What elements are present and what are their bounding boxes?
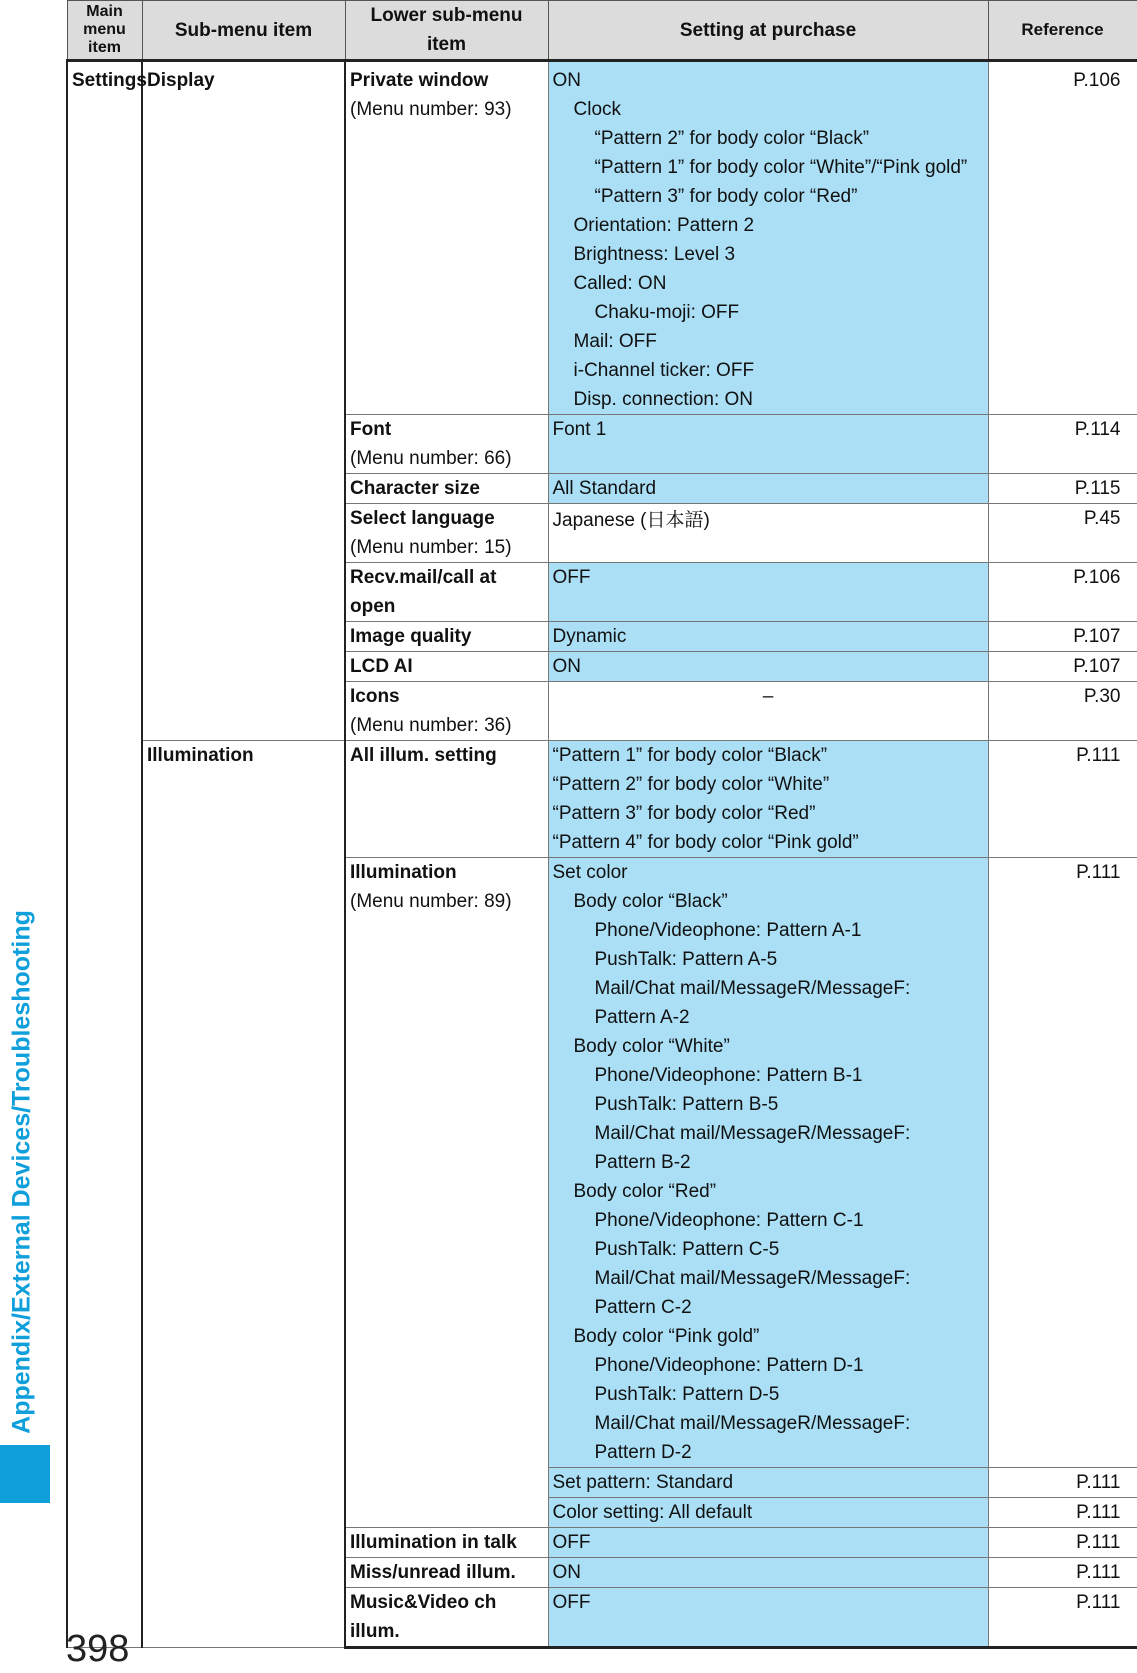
lower-miss-unread-illum: Miss/unread illum. bbox=[345, 1558, 548, 1588]
header-main-menu-item: Main menu item bbox=[67, 1, 142, 61]
ref-icons: P.30 bbox=[988, 682, 1137, 741]
ref-music-video-ch-illum: P.111 bbox=[988, 1588, 1137, 1648]
setting-icons: – bbox=[548, 682, 988, 741]
header-reference: Reference bbox=[988, 1, 1137, 61]
setting-music-video-ch-illum: OFF bbox=[548, 1588, 988, 1648]
lower-character-size: Character size bbox=[345, 474, 548, 504]
ref-recv-mail-call: P.106 bbox=[988, 563, 1137, 622]
setting-set-pattern: Set pattern: Standard bbox=[548, 1468, 988, 1498]
ref-color-setting: P.111 bbox=[988, 1498, 1137, 1528]
submenu-display: Display bbox=[142, 61, 345, 741]
lower-select-language: Select language (Menu number: 15) bbox=[345, 504, 548, 563]
lower-lcd-ai: LCD AI bbox=[345, 652, 548, 682]
table-row bbox=[67, 61, 1137, 415]
ref-font: P.114 bbox=[988, 415, 1137, 474]
submenu-illumination: Illumination bbox=[142, 741, 345, 1648]
settings-table bbox=[66, 0, 1137, 1649]
setting-private-window: ON Clock “Pattern 2” for body color “Black” “Pattern 1” for body color “White”/“Pink gold” “Pattern 3” for body color “Red” Orientation: Pattern 2 Brightness: Level 3 Called: ON Chaku-moji: OFF Mail: OFF i-Channel ticker: OFF Disp. connection: ON bbox=[548, 61, 988, 415]
ref-illumination-in-talk: P.111 bbox=[988, 1528, 1137, 1558]
lower-all-illum-setting: All illum. setting bbox=[345, 741, 548, 858]
side-tab-label: Appendix/External Devices/Troubleshooting bbox=[7, 910, 36, 1434]
lower-recv-mail-call: Recv.mail/call at open bbox=[345, 563, 548, 622]
lower-music-video-ch-illum: Music&Video ch illum. bbox=[345, 1588, 548, 1648]
ref-miss-unread-illum: P.111 bbox=[988, 1558, 1137, 1588]
lower-illumination-in-talk: Illumination in talk bbox=[345, 1528, 548, 1558]
ref-private-window: P.106 bbox=[988, 61, 1137, 415]
setting-miss-unread-illum: ON bbox=[548, 1558, 988, 1588]
side-tab bbox=[0, 0, 50, 1503]
lower-font: Font (Menu number: 66) bbox=[345, 415, 548, 474]
lower-icons: Icons (Menu number: 36) bbox=[345, 682, 548, 741]
setting-image-quality: Dynamic bbox=[548, 622, 988, 652]
setting-illumination-in-talk: OFF bbox=[548, 1528, 988, 1558]
header-setting-at-purchase: Setting at purchase bbox=[548, 1, 988, 61]
ref-lcd-ai: P.107 bbox=[988, 652, 1137, 682]
ref-image-quality: P.107 bbox=[988, 622, 1137, 652]
ref-set-pattern: P.111 bbox=[988, 1468, 1137, 1498]
setting-all-illum: “Pattern 1” for body color “Black” “Pattern 2” for body color “White” “Pattern 3” for body color “Red” “Pattern 4” for body color “Pink gold” bbox=[548, 741, 988, 858]
lower-private-window: Private window (Menu number: 93) bbox=[345, 61, 548, 415]
side-tab-marker bbox=[0, 1445, 50, 1503]
header-lower-sub-menu-item: Lower sub-menu item bbox=[345, 1, 548, 61]
setting-select-language: Japanese (日本語) bbox=[548, 504, 988, 563]
table-header-row bbox=[67, 1, 1137, 61]
setting-character-size: All Standard bbox=[548, 474, 988, 504]
setting-recv-mail-call: OFF bbox=[548, 563, 988, 622]
setting-color-setting: Color setting: All default bbox=[548, 1498, 988, 1528]
setting-illumination-set-color: Set color Body color “Black” Phone/Videophone: Pattern A-1 PushTalk: Pattern A-5 Mail/Chat mail/MessageR/MessageF: Pattern A-2 Body color “White” Phone/Videophone: Pattern B-1 PushTalk: Pattern B-5 Mail/Chat mail/MessageR/MessageF: Pattern B-2 Body color “Red” Phone/Videophone: Pattern C-1 PushTalk: Pattern C-5 Mail/Chat mail/MessageR/MessageF: Pattern C-2 Body color “Pink gold” Phone/Videophone: Pattern D-1 PushTalk: Pattern D-5 Mail/Chat mail/MessageR/MessageF: Pattern D-2 bbox=[548, 858, 988, 1468]
setting-lcd-ai: ON bbox=[548, 652, 988, 682]
table-row bbox=[67, 741, 1137, 858]
lower-image-quality: Image quality bbox=[345, 622, 548, 652]
lower-illumination: Illumination (Menu number: 89) bbox=[345, 858, 548, 1528]
setting-font: Font 1 bbox=[548, 415, 988, 474]
ref-select-language: P.45 bbox=[988, 504, 1137, 563]
header-sub-menu-item: Sub-menu item bbox=[142, 1, 345, 61]
main-menu-settings: Settings bbox=[67, 61, 142, 1648]
ref-character-size: P.115 bbox=[988, 474, 1137, 504]
ref-illumination-set-color: P.111 bbox=[988, 858, 1137, 1468]
ref-all-illum: P.111 bbox=[988, 741, 1137, 858]
page-number: 398 bbox=[66, 1628, 130, 1670]
